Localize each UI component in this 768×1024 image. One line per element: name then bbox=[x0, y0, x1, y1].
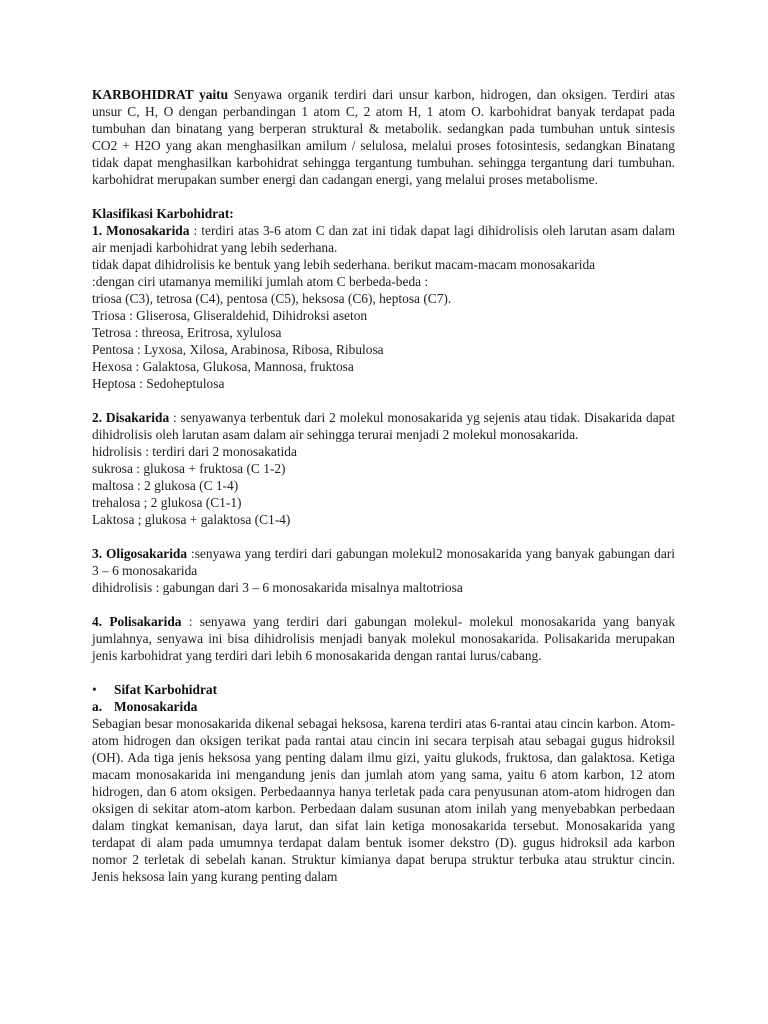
polisakarida-paragraph bbox=[92, 613, 675, 664]
mono-line: triosa (C3), tetrosa (C4), pentosa (C5), heksosa (C6), heptosa (C7). bbox=[92, 291, 452, 306]
monosakarida-text: : terdiri atas 3-6 atom C dan zat ini tidak dapat lagi dihidrolisis oleh larutan asam dalam air menjadi karbohidrat yang lebih sederhana. bbox=[92, 223, 675, 255]
disakarida-text: : senyawanya terbentuk dari 2 molekul monosakarida yg sejenis atau tidak. Disakarida dapat dihidrolisis oleh larutan asam dalam air sehingga terurai menjadi 2 molekul monosakarida. bbox=[92, 410, 675, 442]
spacer bbox=[92, 528, 675, 545]
di-line: sukrosa : glukosa + fruktosa (C 1-2) bbox=[92, 461, 286, 476]
spacer bbox=[92, 664, 675, 681]
oligo-line: dihidrolisis : gabungan dari 3 – 6 monosakarida misalnya maltotriosa bbox=[92, 580, 463, 595]
di-line: maltosa : 2 glukosa (C 1-4) bbox=[92, 478, 239, 493]
intro-paragraph bbox=[92, 86, 675, 188]
sifat-subheading: a. Monosakarida bbox=[92, 699, 198, 714]
mono-line: Hexosa : Galaktosa, Glukosa, Mannosa, fruktosa bbox=[92, 359, 354, 374]
mono-line: tidak dapat dihidrolisis ke bentuk yang lebih sederhana. berikut macam-macam monosakarida bbox=[92, 257, 596, 272]
di-line: hidrolisis : terdiri dari 2 monosakatida bbox=[92, 444, 297, 459]
bullet-icon: • bbox=[92, 682, 97, 697]
mono-line: Tetrosa : threosa, Eritrosa, xylulosa bbox=[92, 325, 282, 340]
mono-line: :dengan ciri utamanya memiliki jumlah atom C berbeda-beda : bbox=[92, 274, 429, 289]
intro-text: Senyawa organik terdiri dari unsur karbon, hidrogen, dan oksigen. Terdiri atas unsur C, H, O dengan perbandingan 1 atom C, 2 atom H, 1 atom O. karbohidrat banyak terdapat pada tumbuhan dan binatang yang berperan struktural & metabolik. sedangkan pada tumbuhan untuk sintesis CO2 + H2O yang akan menghasilkan amilum / selulosa, melalui proses fotosintesis, sedangkan Binatang tidak dapat menghasilkan karbohidrat sehingga tergantung tumbuhan. sehingga tergantung dari tumbuhan. karbohidrat merupakan sumber energi dan cadangan energi, yang melalui proses metabolisme. bbox=[92, 87, 675, 187]
di-line: trehalosa ; 2 glukosa (C1-1) bbox=[92, 495, 242, 510]
mono-line: Pentosa : Lyxosa, Xilosa, Arabinosa, Ribosa, Ribulosa bbox=[92, 342, 384, 357]
spacer bbox=[92, 188, 675, 205]
polisakarida-term: 4. Polisakarida bbox=[92, 614, 182, 629]
oligosakarida-paragraph bbox=[92, 545, 675, 579]
spacer bbox=[92, 392, 675, 409]
sifat-heading: • Sifat Karbohidrat bbox=[92, 682, 218, 697]
mono-line: Triosa : Gliserosa, Gliseraldehid, Dihidroksi aseton bbox=[92, 308, 368, 323]
oligosakarida-term: 3. Oligosakarida bbox=[92, 546, 188, 561]
sifat-paragraph: Sebagian besar monosakarida dikenal sebagai heksosa, karena terdiri atas 6-rantai atau cincin karbon. Atom-atom hidrogen dan oksigen terikat pada rantai atau cincin ini secara terpisah atau sebagai gugus hidroksil (OH). Ada tiga jenis heksosa yang penting dalam ilmu gizi, yaitu glukods, fruktosa, dan galaktosa. Ketiga macam monosakarida ini mengandung jenis dan jumlah atom yang sama, yaitu 6 atom karbon, 12 atom hidrogen, dan 6 atom oksigen. Perbedaannya hanya terletak pada cara penyusunan atom-atom hidrogen dan oksigen di sekitar atom-atom karbon. Perbedaan dalam susunan atom inilah yang menyebabkan perbedaan dalam tingkat kemanisan, daya larut, dan sifat lain ketiga monosakarida tersebut. Monosakarida yang terdapat di alam pada umumnya terdapat dalam bentuk isomer dekstro (D). gugus hidroksil ada karbon nomor 2 terletak di sebelah kanan. Struktur kimianya dapat berupa struktur terbuka atau struktur cincin. Jenis heksosa lain yang kurang penting dalam bbox=[92, 716, 675, 884]
mono-line: Heptosa : Sedoheptulosa bbox=[92, 376, 225, 391]
disakarida-term: 2. Disakarida bbox=[92, 410, 170, 425]
klasifikasi-heading: Klasifikasi Karbohidrat: bbox=[92, 206, 234, 221]
monosakarida-term: 1. Monosakarida bbox=[92, 223, 190, 238]
polisakarida-text: : senyawa yang terdiri dari gabungan molekul- molekul monosakarida yang banyak jumlahnya, senyawa ini bisa dihidrolisis menjadi banyak molekul monosakarida. Polisakarida merupakan jenis karbohidrat yang terdiri dari lebih 6 monosakarida dengan rantai lurus/cabang. bbox=[92, 614, 676, 663]
intro-term: KARBOHIDRAT yaitu bbox=[92, 87, 229, 102]
di-line: Laktosa ; glukosa + galaktosa (C1-4) bbox=[92, 512, 291, 527]
monosakarida-paragraph bbox=[92, 222, 675, 256]
document-page bbox=[92, 86, 675, 885]
oligosakarida-text: :senyawa yang terdiri dari gabungan molekul2 monosakarida yang banyak gabungan dari 3 – 6 monosakarida bbox=[92, 546, 675, 578]
disakarida-paragraph bbox=[92, 409, 675, 443]
sub-marker: a. bbox=[92, 699, 103, 714]
spacer bbox=[92, 596, 675, 613]
